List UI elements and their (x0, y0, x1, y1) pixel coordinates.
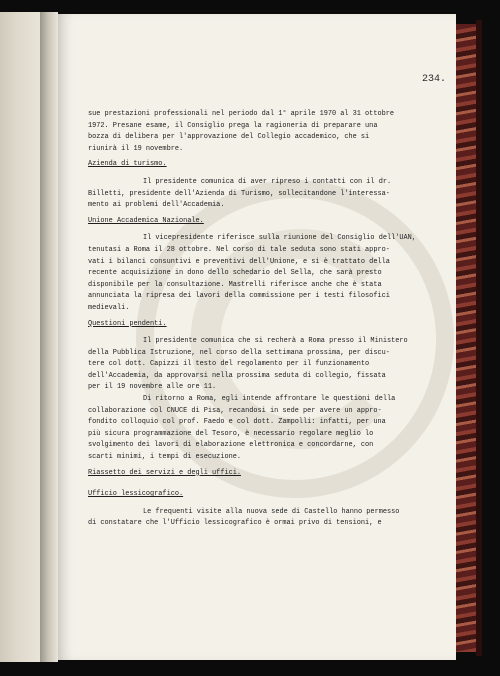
paragraph-line: 1972. Presane esame, il Consiglio prega la ragioneria di preparare una (88, 121, 378, 130)
paragraph-line: più sicura programmazione del Tesoro, è necessario regolare meglio lo (88, 429, 374, 438)
paragraph-line: sue prestazioni professionali nel periodo dal 1° aprile 1970 al 31 ottobre (88, 110, 394, 118)
paragraph-line: dell'Accademia, da approvarsi nella prossima seduta di collegio, fissata (88, 371, 386, 380)
paragraph-line: bozza di delibera per l'approvazione del Collegio accademico, che si (88, 133, 370, 142)
paragraph-line: Le frequenti visite alla nuova sede di Castello hanno permesso (143, 507, 400, 516)
paragraph-line: Billetti, presidente dell'Azienda di Turismo, sollecitandone l'interessa- (88, 189, 390, 198)
paragraph-line: della Pubblica Istruzione, nel corso della settimana prossima, per discu- (88, 348, 390, 357)
document-body (88, 109, 453, 530)
paragraph-line: annunciata la ripresa dei lavori della commissione per i testi filosofici (88, 292, 390, 301)
book-spine (40, 12, 58, 662)
paragraph-line: scarti minimi, i tempi di esecuzione. (88, 453, 241, 462)
marbled-page-edge (456, 24, 476, 652)
paragraph-line: per il 19 novembre alle ore 11. (88, 383, 217, 392)
section-heading: Riassetto dei servizi e degli uffici. (88, 468, 241, 477)
page-number: 234. (421, 74, 446, 85)
paragraph-line: recente acquisizione in dono dello schedario del Sella, che sarà presto (88, 269, 382, 278)
section-heading: Ufficio lessicografico. (88, 490, 184, 499)
paragraph-line: Di ritorno a Roma, egli intende affrontare le questioni della (143, 395, 396, 404)
paragraph-line: Il presidente comunica di aver ripreso i contatti con il dr. (143, 177, 392, 186)
paragraph-line: tere col dott. Capizzi il testo del regolamento per il funzionamento (88, 360, 370, 369)
paragraph-line: fondito colloquio col prof. Faedo e col dott. Zampolli: infatti, per una (88, 418, 386, 427)
paragraph-line: Il presidente comunica che si recherà a Roma presso il Ministero (143, 337, 408, 346)
paragraph-line: Il vicepresidente riferisce sulla riunione del Consiglio dell'UAN, (143, 234, 416, 243)
paragraph-line: svolgimento dei lavori di elaborazione elettronica e concordarne, con (88, 441, 374, 450)
paragraph-line: riunirà il 19 novembre. (88, 144, 184, 153)
paragraph-line: di constatare che l'Ufficio lessicografico è ormai privo di tensioni, e (88, 519, 382, 528)
book-cover-edge (476, 20, 482, 656)
paragraph-line: mento ai problemi dell'Accademia. (88, 201, 225, 210)
section-heading: Unione Accademica Nazionale. (88, 216, 204, 225)
paragraph-line: medievali. (88, 303, 130, 312)
section-heading: Azienda di turismo. (88, 160, 167, 169)
section-heading: Questioni pendenti. (88, 319, 167, 328)
paragraph-line: disponibile per la consultazione. Mastrelli riferisce anche che è stata (88, 280, 382, 289)
document-page (58, 14, 456, 660)
paragraph-line: tenutasi a Roma il 28 ottobre. Nel corso di tale seduta sono stati appro- (88, 245, 390, 254)
facing-page-edge (0, 12, 40, 662)
paragraph-line: collaborazione col CNUCE di Pisa, recandosi in sede per avere un appro- (88, 406, 382, 415)
paragraph-line: vati i bilanci consuntivi e preventivi dell'Unione, e si è trattato della (88, 257, 390, 266)
